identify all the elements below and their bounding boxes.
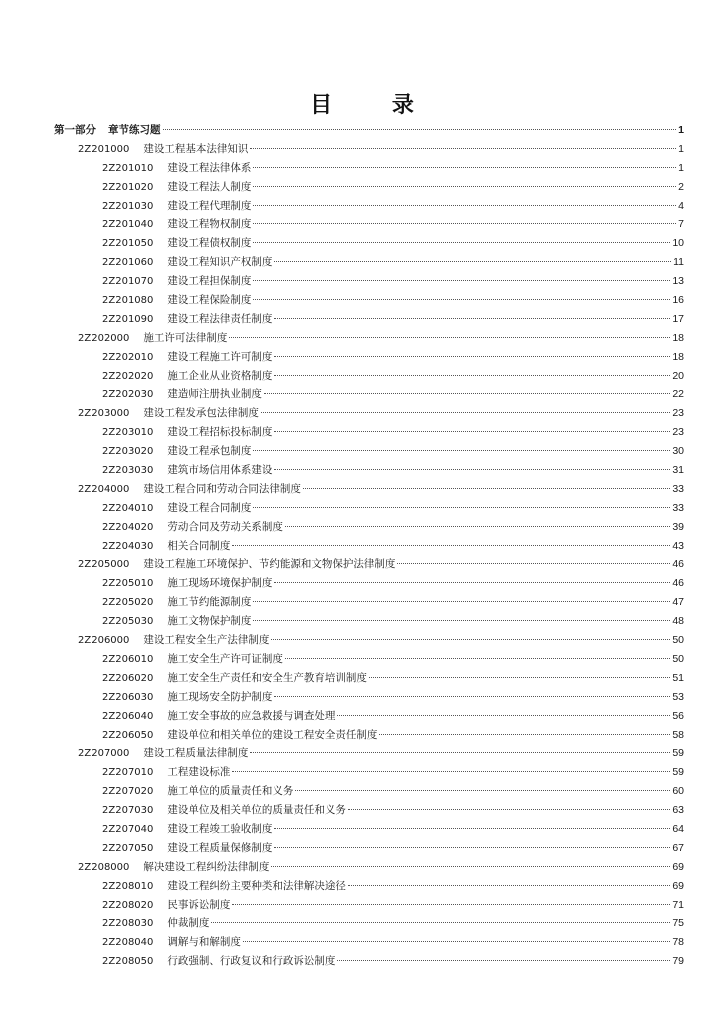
toc-entry-label: 建设工程基本法律知识	[143, 142, 249, 155]
dot-leader	[250, 752, 670, 753]
toc-entry[interactable]	[0, 385, 724, 404]
toc-entry-code: 第一部分	[54, 124, 96, 136]
toc-entry-label: 建设工程担保制度	[167, 275, 252, 288]
toc-entry-page-number: 33	[672, 482, 684, 495]
toc-entry[interactable]	[0, 404, 724, 423]
toc-entry[interactable]	[0, 197, 724, 216]
toc-entry-label: 仲裁制度	[167, 917, 210, 930]
toc-entry[interactable]	[0, 555, 724, 574]
toc-entry-label: 建设工程发承包法律制度	[143, 407, 259, 420]
dot-leader	[285, 526, 670, 527]
dot-leader	[253, 223, 676, 224]
toc-entry-code: 2Z203010	[102, 427, 154, 439]
toc-entry-page-number: 18	[672, 331, 684, 344]
toc-entry-page-number: 20	[672, 369, 684, 382]
dot-leader	[397, 563, 670, 564]
toc-entry-label: 施工安全生产许可证制度	[167, 652, 283, 665]
toc-entry-code: 2Z202000	[78, 332, 130, 344]
toc-entry-page-number: 10	[672, 237, 684, 250]
dot-leader	[232, 904, 670, 905]
toc-entry-label: 建造师注册执业制度	[167, 388, 262, 401]
toc-entry[interactable]	[0, 461, 724, 480]
toc-entry[interactable]	[0, 877, 724, 896]
toc-entry-label: 建设工程质量法律制度	[143, 747, 249, 760]
dot-leader	[274, 828, 670, 829]
toc-entry-page-number: 46	[672, 577, 684, 590]
toc-entry-page-number: 59	[672, 747, 684, 760]
toc-entry-page-number: 56	[672, 709, 684, 722]
toc-entry-code: 2Z206050	[102, 729, 154, 741]
toc-entry-code: 2Z208010	[102, 880, 154, 892]
toc-entry-page-number: 23	[672, 426, 684, 439]
toc-entry-label: 建设工程法律体系	[167, 161, 252, 174]
toc-entry-label: 施工现场安全防护制度	[167, 690, 273, 703]
toc-entry[interactable]	[0, 367, 724, 386]
toc-entry-code: 2Z206010	[102, 653, 154, 665]
toc-entry-code: 2Z201020	[102, 181, 154, 193]
toc-entry[interactable]	[0, 291, 724, 310]
dot-leader	[337, 715, 670, 716]
toc-entry-page-number: 17	[672, 312, 684, 325]
toc-entry-label: 工程建设标准	[167, 766, 231, 779]
toc-entry-page-number: 79	[672, 955, 684, 968]
toc-entry-code: 2Z203000	[78, 408, 130, 420]
toc-entry[interactable]	[0, 140, 724, 159]
toc-entry-page-number: 13	[672, 275, 684, 288]
toc-entry-label: 解决建设工程纠纷法律制度	[143, 860, 270, 873]
dot-leader	[271, 639, 670, 640]
dot-leader	[274, 356, 670, 357]
dot-leader	[253, 242, 670, 243]
toc-entry-code: 2Z207040	[102, 823, 154, 835]
toc-entry-page-number: 58	[672, 728, 684, 741]
toc-entry-label: 建设单位和相关单位的建设工程安全责任制度	[167, 728, 378, 741]
dot-leader	[253, 205, 676, 206]
toc-entry[interactable]	[0, 858, 724, 877]
toc-entry[interactable]	[0, 499, 724, 518]
toc-entry-page-number: 30	[672, 445, 684, 458]
toc-entry-page-number: 11	[673, 256, 684, 269]
toc-entry[interactable]	[0, 688, 724, 707]
toc-entry[interactable]	[0, 348, 724, 367]
toc-entry-page-number: 69	[672, 860, 684, 873]
toc-entry[interactable]	[0, 234, 724, 253]
toc-entry-code: 2Z205010	[102, 578, 154, 590]
dot-leader	[348, 885, 670, 886]
page-title: 目 录	[310, 93, 440, 118]
toc-entry-code: 2Z201030	[102, 200, 154, 212]
toc-entry-label: 建设工程法人制度	[167, 180, 252, 193]
toc-entry-page-number: 23	[672, 407, 684, 420]
toc-entry-label: 建设工程代理制度	[167, 199, 252, 212]
toc-entry-code: 2Z208050	[102, 956, 154, 968]
dot-leader	[253, 167, 676, 168]
toc-entry-label: 建设工程物权制度	[167, 218, 252, 231]
toc-entry-label: 建设工程纠纷主要种类和法律解决途径	[167, 879, 346, 892]
toc-entry[interactable]	[0, 593, 724, 612]
toc-entry-page-number: 31	[672, 464, 684, 477]
toc-entry-page-number: 75	[672, 917, 684, 930]
toc-entry[interactable]	[0, 744, 724, 763]
toc-entry-page-number: 7	[678, 218, 684, 231]
toc-entry[interactable]	[0, 782, 724, 801]
toc-entry-label: 建设工程施工环境保护、节约能源和文物保护法律制度	[143, 558, 396, 571]
toc-entry-code: 2Z203030	[102, 465, 154, 477]
dot-leader	[274, 582, 670, 583]
toc-entry[interactable]	[0, 801, 724, 820]
toc-entry[interactable]	[0, 952, 724, 971]
toc-entry[interactable]	[0, 442, 724, 461]
toc-entry[interactable]	[0, 650, 724, 669]
toc-entry-label: 建设工程合同和劳动合同法律制度	[143, 482, 301, 495]
toc-entry-page-number: 71	[672, 898, 684, 911]
toc-entry-code: 2Z208020	[102, 899, 154, 911]
toc-entry-page-number: 47	[672, 596, 684, 609]
toc-entry-label: 建设工程安全生产法律制度	[143, 634, 270, 647]
toc-entry-code: 2Z204020	[102, 521, 154, 533]
toc-entry-code: 2Z207010	[102, 767, 154, 779]
dot-leader	[243, 941, 670, 942]
toc-entry-page-number: 22	[672, 388, 684, 401]
toc-entry-label: 施工现场环境保护制度	[167, 577, 273, 590]
toc-entry[interactable]	[0, 820, 724, 839]
toc-entry[interactable]	[0, 707, 724, 726]
toc-entry-code: 2Z203020	[102, 446, 154, 458]
dot-leader	[253, 507, 670, 508]
toc-entry-page-number: 2	[678, 180, 684, 193]
toc-entry-code: 2Z204010	[102, 502, 154, 514]
dot-leader	[274, 696, 670, 697]
dot-leader	[274, 847, 670, 848]
toc-entry-page-number: 16	[672, 294, 684, 307]
toc-entry[interactable]	[0, 933, 724, 952]
toc-entry[interactable]	[0, 914, 724, 933]
toc-entry[interactable]	[0, 896, 724, 915]
toc-entry[interactable]	[0, 669, 724, 688]
dot-leader	[163, 129, 677, 130]
toc-entry-code: 2Z202010	[102, 351, 154, 363]
toc-entry-label: 建设工程质量保修制度	[167, 841, 273, 854]
dot-leader	[211, 922, 670, 923]
table-of-contents	[0, 121, 724, 971]
toc-entry-page-number: 51	[672, 671, 684, 684]
toc-entry-page-number: 48	[672, 615, 684, 628]
dot-leader	[295, 790, 670, 791]
dot-leader	[253, 601, 670, 602]
toc-entry[interactable]	[0, 726, 724, 745]
toc-entry-code: 2Z201090	[102, 313, 154, 325]
toc-entry-label: 建筑市场信用体系建设	[167, 464, 273, 477]
toc-entry[interactable]	[0, 631, 724, 650]
toc-entry[interactable]	[0, 272, 724, 291]
dot-leader	[285, 658, 670, 659]
toc-entry[interactable]	[0, 121, 724, 140]
toc-entry[interactable]	[0, 253, 724, 272]
toc-entry[interactable]	[0, 310, 724, 329]
toc-entry-page-number: 60	[672, 785, 684, 798]
toc-entry-label: 建设工程知识产权制度	[167, 256, 273, 269]
toc-entry-code: 2Z206040	[102, 710, 154, 722]
toc-entry-page-number: 50	[672, 652, 684, 665]
toc-entry-code: 2Z201040	[102, 219, 154, 231]
toc-entry-label: 建设工程法律责任制度	[167, 312, 273, 325]
toc-entry-label: 施工许可法律制度	[143, 331, 228, 344]
toc-entry-label: 建设工程合同制度	[167, 501, 252, 514]
dot-leader	[271, 866, 670, 867]
toc-entry[interactable]	[0, 839, 724, 858]
dot-leader	[369, 677, 670, 678]
toc-entry-page-number: 64	[672, 822, 684, 835]
toc-entry-code: 2Z201070	[102, 276, 154, 288]
toc-entry-code: 2Z204000	[78, 483, 130, 495]
toc-entry-code: 2Z206020	[102, 672, 154, 684]
toc-entry-page-number: 53	[672, 690, 684, 703]
toc-entry-label: 建设工程招标投标制度	[167, 426, 273, 439]
toc-entry-label: 建设工程施工许可制度	[167, 350, 273, 363]
toc-entry-label: 施工节约能源制度	[167, 596, 252, 609]
dot-leader	[348, 809, 670, 810]
toc-entry-page-number: 1	[678, 142, 684, 155]
toc-entry-page-number: 18	[672, 350, 684, 363]
toc-entry-code: 2Z201080	[102, 295, 154, 307]
toc-entry-label: 相关合同制度	[167, 539, 231, 552]
toc-entry-page-number: 67	[672, 841, 684, 854]
dot-leader	[232, 771, 670, 772]
toc-entry-code: 2Z205000	[78, 559, 130, 571]
dot-leader	[379, 734, 670, 735]
toc-entry-code: 2Z201010	[102, 162, 154, 174]
toc-entry-code: 2Z208030	[102, 918, 154, 930]
dot-leader	[274, 375, 670, 376]
dot-leader	[253, 186, 676, 187]
toc-entry-label: 施工安全事故的应急救援与调查处理	[167, 709, 336, 722]
toc-entry-label: 民事诉讼制度	[167, 898, 231, 911]
toc-entry-label: 章节练习题	[108, 124, 161, 136]
toc-entry-page-number: 39	[672, 520, 684, 533]
toc-entry-label: 劳动合同及劳动关系制度	[167, 520, 283, 533]
dot-leader	[274, 261, 671, 262]
toc-entry-label: 施工企业从业资格制度	[167, 369, 273, 382]
toc-entry-code: 2Z208000	[78, 861, 130, 873]
toc-entry-label: 建设工程竣工验收制度	[167, 822, 273, 835]
dot-leader	[253, 450, 670, 451]
dot-leader	[253, 299, 670, 300]
toc-entry-code: 2Z201060	[102, 257, 154, 269]
toc-entry-label: 建设单位及相关单位的质量责任和义务	[167, 804, 346, 817]
toc-entry[interactable]	[0, 537, 724, 556]
toc-entry-label: 施工文物保护制度	[167, 615, 252, 628]
toc-entry-code: 2Z207050	[102, 842, 154, 854]
toc-entry-label: 建设工程债权制度	[167, 237, 252, 250]
dot-leader	[253, 620, 670, 621]
toc-entry[interactable]	[0, 329, 724, 348]
toc-entry-page-number: 59	[672, 766, 684, 779]
toc-entry-label: 施工单位的质量责任和义务	[167, 785, 294, 798]
toc-entry[interactable]	[0, 178, 724, 197]
toc-entry-code: 2Z202020	[102, 370, 154, 382]
toc-entry[interactable]	[0, 518, 724, 537]
toc-entry-page-number: 50	[672, 634, 684, 647]
toc-entry-code: 2Z207030	[102, 805, 154, 817]
toc-entry-label: 调解与和解制度	[167, 936, 241, 949]
toc-entry[interactable]	[0, 480, 724, 499]
toc-entry-page-number: 33	[672, 501, 684, 514]
dot-leader	[303, 488, 670, 489]
toc-entry-label: 施工安全生产责任和安全生产教育培训制度	[167, 671, 367, 684]
toc-entry-code: 2Z206030	[102, 691, 154, 703]
toc-entry[interactable]	[0, 612, 724, 631]
toc-entry-page-number: 43	[672, 539, 684, 552]
dot-leader	[274, 318, 670, 319]
toc-entry-code: 2Z201050	[102, 238, 154, 250]
dot-leader	[232, 545, 670, 546]
toc-entry-label: 行政强制、行政复议和行政诉讼制度	[167, 955, 336, 968]
toc-entry-code: 2Z202030	[102, 389, 154, 401]
toc-entry-page-number: 1	[678, 124, 684, 136]
dot-leader	[229, 337, 670, 338]
dot-leader	[261, 412, 670, 413]
toc-entry-page-number: 63	[672, 804, 684, 817]
toc-entry-code: 2Z205020	[102, 597, 154, 609]
toc-entry-code: 2Z204030	[102, 540, 154, 552]
toc-entry-code: 2Z208040	[102, 937, 154, 949]
dot-leader	[274, 431, 670, 432]
toc-entry-page-number: 46	[672, 558, 684, 571]
toc-entry-label: 建设工程保险制度	[167, 294, 252, 307]
dot-leader	[253, 280, 670, 281]
toc-entry[interactable]	[0, 574, 724, 593]
toc-entry[interactable]	[0, 215, 724, 234]
toc-entry-code: 2Z207020	[102, 786, 154, 798]
dot-leader	[250, 148, 676, 149]
dot-leader	[337, 960, 670, 961]
toc-entry[interactable]	[0, 159, 724, 178]
toc-entry-code: 2Z201000	[78, 143, 130, 155]
toc-entry-code: 2Z206000	[78, 635, 130, 647]
dot-leader	[274, 469, 670, 470]
toc-entry-label: 建设工程承包制度	[167, 445, 252, 458]
toc-entry-code: 2Z205030	[102, 616, 154, 628]
toc-entry-code: 2Z207000	[78, 748, 130, 760]
toc-entry-page-number: 69	[672, 879, 684, 892]
toc-entry[interactable]	[0, 763, 724, 782]
toc-entry-page-number: 4	[678, 199, 684, 212]
toc-entry-page-number: 78	[672, 936, 684, 949]
toc-entry[interactable]	[0, 423, 724, 442]
dot-leader	[264, 393, 670, 394]
toc-entry-page-number: 1	[678, 161, 684, 174]
